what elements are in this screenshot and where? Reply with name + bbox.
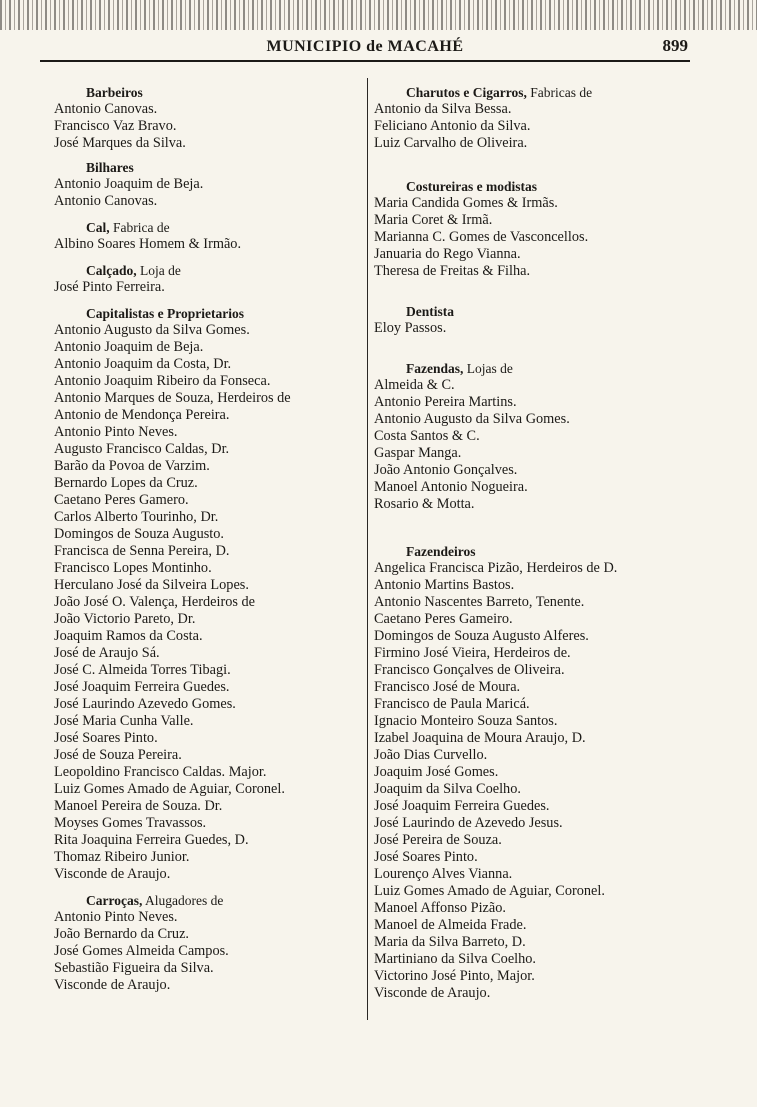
list-item: José Soares Pinto. <box>374 849 478 865</box>
section-costureiras <box>374 178 617 280</box>
section-title <box>374 303 617 320</box>
entry-list <box>54 909 291 994</box>
list-item: Domingos de Souza Augusto Alferes. <box>374 628 589 644</box>
list-item: Francisco Lopes Montinho. <box>54 560 212 576</box>
section-barbeiros <box>54 84 291 152</box>
list-item: José C. Almeida Torres Tibagi. <box>54 662 231 678</box>
left-column <box>54 84 291 994</box>
section-title <box>54 84 291 101</box>
list-item: Antonio Pereira Martins. <box>374 394 517 410</box>
section-title <box>54 219 291 236</box>
entry-list <box>54 322 291 883</box>
list-item: Maria Coret & Irmã. <box>374 212 493 228</box>
list-item: Angelica Francisca Pizão, Herdeiros de D. <box>374 560 618 576</box>
list-item: Luiz Carvalho de Oliveira. <box>374 135 528 151</box>
list-item: João Antonio Gonçalves. <box>374 462 518 478</box>
section-title-rest: Alugadores de <box>145 893 224 908</box>
list-item: Antonio Marques de Souza, Herdeiros de <box>54 390 291 406</box>
list-item: Antonio Canovas. <box>54 193 158 209</box>
list-item: Antonio Pinto Neves. <box>54 909 178 925</box>
section-dentista <box>374 303 617 337</box>
entry-list <box>54 236 291 253</box>
section-title-bold: Dentista <box>406 304 454 319</box>
list-item: Victorino José Pinto, Major. <box>374 968 535 984</box>
list-item: Manoel de Almeida Frade. <box>374 917 527 933</box>
section-title-bold: Cal, <box>86 220 110 235</box>
column-divider <box>367 78 368 1020</box>
section-title <box>54 305 291 322</box>
list-item: Visconde de Araujo. <box>374 985 491 1001</box>
list-item: Antonio Canovas. <box>54 101 158 117</box>
list-item: Martiniano da Silva Coelho. <box>374 951 537 967</box>
list-item: Visconde de Araujo. <box>54 977 171 993</box>
list-item: José Pinto Ferreira. <box>54 279 165 295</box>
section-title-rest: Loja de <box>140 263 181 278</box>
list-item: Antonio Nascentes Barreto, Tenente. <box>374 594 585 610</box>
list-item: Thomaz Ribeiro Junior. <box>54 849 190 865</box>
list-item: Almeida & C. <box>374 377 455 393</box>
list-item: João Victorio Pareto, Dr. <box>54 611 196 627</box>
section-title-bold: Costureiras e modistas <box>406 179 537 194</box>
section-title-bold: Charutos e Cigarros, <box>406 85 527 100</box>
list-item: José de Souza Pereira. <box>54 747 182 763</box>
list-item: Francisco Vaz Bravo. <box>54 118 177 134</box>
section-title <box>374 543 617 560</box>
section-charutos <box>374 84 617 152</box>
list-item: Manoel Affonso Pizão. <box>374 900 506 916</box>
section-calcado <box>54 262 291 296</box>
entry-list <box>374 560 617 1002</box>
list-item: Ignacio Monteiro Souza Santos. <box>374 713 558 729</box>
section-title <box>54 159 291 176</box>
list-item: José Marques da Silva. <box>54 135 186 151</box>
list-item: Antonio Joaquim Ribeiro da Fonseca. <box>54 373 271 389</box>
list-item: Sebastião Figueira da Silva. <box>54 960 214 976</box>
list-item: Costa Santos & C. <box>374 428 480 444</box>
list-item: José Pereira de Souza. <box>374 832 502 848</box>
section-cal <box>54 219 291 253</box>
right-column <box>374 84 617 1002</box>
section-title <box>54 892 291 909</box>
list-item: José Laurindo de Azevedo Jesus. <box>374 815 563 831</box>
section-title <box>374 178 617 195</box>
list-item: Antonio Joaquim da Costa, Dr. <box>54 356 232 372</box>
list-item: Maria da Silva Barreto, D. <box>374 934 526 950</box>
section-title-bold: Carroças, <box>86 893 143 908</box>
list-item: Luiz Gomes Amado de Aguiar, Coronel. <box>374 883 605 899</box>
section-title-bold: Capitalistas e Proprietarios <box>86 306 244 321</box>
list-item: Barão da Povoa de Varzim. <box>54 458 210 474</box>
list-item: João José O. Valença, Herdeiros de <box>54 594 256 610</box>
section-fazendas <box>374 360 617 513</box>
list-item: Moyses Gomes Travassos. <box>54 815 207 831</box>
list-item: Caetano Peres Gameiro. <box>374 611 513 627</box>
section-bilhares <box>54 159 291 210</box>
list-item: Leopoldino Francisco Caldas. Major. <box>54 764 267 780</box>
entry-list <box>374 195 617 280</box>
list-item: Manoel Antonio Nogueira. <box>374 479 528 495</box>
section-title <box>54 262 291 279</box>
section-title-bold: Calçado, <box>86 263 137 278</box>
list-item: Antonio Augusto da Silva Gomes. <box>374 411 570 427</box>
list-item: José Laurindo Azevedo Gomes. <box>54 696 236 712</box>
entry-list <box>54 279 291 296</box>
section-title <box>374 84 617 101</box>
list-item: Izabel Joaquina de Moura Araujo, D. <box>374 730 586 746</box>
page-top-edge <box>0 0 757 30</box>
section-title-bold: Barbeiros <box>86 85 143 100</box>
list-item: Joaquim José Gomes. <box>374 764 499 780</box>
list-item: José Joaquim Ferreira Guedes. <box>374 798 550 814</box>
list-item: Herculano José da Silveira Lopes. <box>54 577 249 593</box>
list-item: Rosario & Motta. <box>374 496 475 512</box>
section-title-rest: Fabricas de <box>530 85 593 100</box>
list-item: Antonio Augusto da Silva Gomes. <box>54 322 250 338</box>
list-item: Gaspar Manga. <box>374 445 462 461</box>
entry-list <box>54 101 291 152</box>
list-item: José Maria Cunha Valle. <box>54 713 194 729</box>
list-item: Bernardo Lopes da Cruz. <box>54 475 198 491</box>
list-item: Eloy Passos. <box>374 320 447 336</box>
list-item: Manoel Pereira de Souza. Dr. <box>54 798 223 814</box>
list-item: Caetano Peres Gamero. <box>54 492 189 508</box>
list-item: José Gomes Almeida Campos. <box>54 943 229 959</box>
list-item: José de Araujo Sá. <box>54 645 160 661</box>
list-item: Joaquim da Silva Coelho. <box>374 781 521 797</box>
list-item: Francisco José de Moura. <box>374 679 521 695</box>
section-title-bold: Bilhares <box>86 160 134 175</box>
entry-list <box>54 176 291 210</box>
list-item: Januaria do Rego Vianna. <box>374 246 521 262</box>
list-item: Marianna C. Gomes de Vasconcellos. <box>374 229 589 245</box>
list-item: Francisco de Paula Maricá. <box>374 696 530 712</box>
list-item: Albino Soares Homem & Irmão. <box>54 236 242 252</box>
entry-list <box>374 377 617 513</box>
entry-list <box>374 320 617 337</box>
list-item: Antonio Pinto Neves. <box>54 424 178 440</box>
page-number: 899 <box>662 36 688 55</box>
page-header <box>40 34 690 62</box>
list-item: Firmino José Vieira, Herdeiros de. <box>374 645 571 661</box>
section-fazendeiros <box>374 543 617 1002</box>
list-item: Francisca de Senna Pereira, D. <box>54 543 230 559</box>
list-item: Theresa de Freitas & Filha. <box>374 263 531 279</box>
list-item: Augusto Francisco Caldas, Dr. <box>54 441 230 457</box>
section-title <box>374 360 617 377</box>
list-item: Antonio de Mendonça Pereira. <box>54 407 230 423</box>
list-item: Antonio da Silva Bessa. <box>374 101 512 117</box>
list-item: Domingos de Souza Augusto. <box>54 526 224 542</box>
list-item: Antonio Joaquim de Beja. <box>54 339 204 355</box>
list-item: Luiz Gomes Amado de Aguiar, Coronel. <box>54 781 285 797</box>
list-item: Maria Candida Gomes & Irmãs. <box>374 195 558 211</box>
entry-list <box>374 101 617 152</box>
section-title-bold: Fazendeiros <box>406 544 476 559</box>
section-capitalistas <box>54 305 291 883</box>
section-title-rest: Lojas de <box>466 361 513 376</box>
section-title-bold: Fazendas, <box>406 361 464 376</box>
list-item: Joaquim Ramos da Costa. <box>54 628 203 644</box>
list-item: Francisco Gonçalves de Oliveira. <box>374 662 565 678</box>
list-item: Lourenço Alves Vianna. <box>374 866 513 882</box>
list-item: Carlos Alberto Tourinho, Dr. <box>54 509 219 525</box>
section-carrocas <box>54 892 291 994</box>
running-head: MUNICIPIO de MACAHÉ <box>266 38 464 55</box>
list-item: Antonio Joaquim de Beja. <box>54 176 204 192</box>
list-item: Antonio Martins Bastos. <box>374 577 515 593</box>
list-item: João Dias Curvello. <box>374 747 488 763</box>
list-item: Feliciano Antonio da Silva. <box>374 118 531 134</box>
list-item: João Bernardo da Cruz. <box>54 926 189 942</box>
list-item: Rita Joaquina Ferreira Guedes, D. <box>54 832 249 848</box>
section-title-rest: Fabrica de <box>113 220 170 235</box>
list-item: José Joaquim Ferreira Guedes. <box>54 679 230 695</box>
list-item: Visconde de Araujo. <box>54 866 171 882</box>
list-item: José Soares Pinto. <box>54 730 158 746</box>
